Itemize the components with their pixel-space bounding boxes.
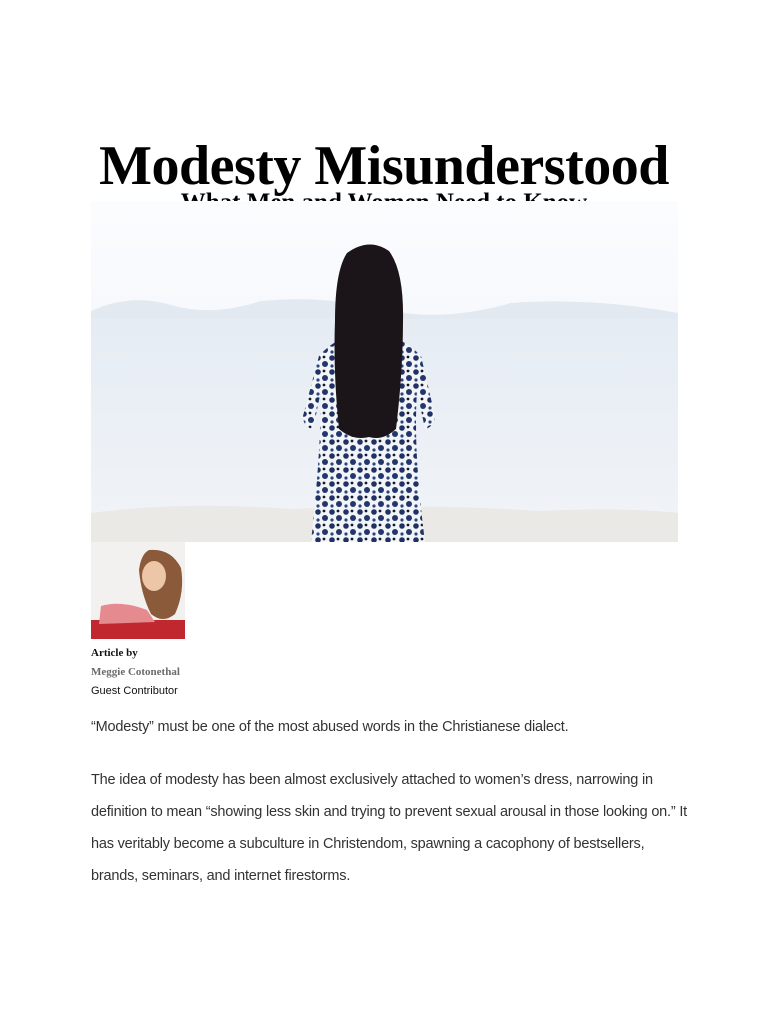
byline-label: Article by <box>91 647 138 659</box>
author-avatar <box>91 542 185 639</box>
hero-image <box>91 201 678 542</box>
article-body <box>91 714 691 892</box>
body-paragraph: “Modesty” must be one of the most abused words in the Christianese dialect. <box>91 719 569 735</box>
article-title: Modesty Misunderstood <box>99 134 669 197</box>
author-name: Meggie Cotonethal <box>91 666 180 678</box>
author-role: Guest Contributor <box>91 685 178 697</box>
byline <box>91 644 180 701</box>
body-paragraph: The idea of modesty has been almost exclusively attached to women’s dress, narrowing in definition to mean “showing less skin and trying to prevent sexual arousal in those looking on.” It has veritably become a subculture in Christendom, spawning a cacophony of bestsellers, brands, seminars, and internet firestorms. <box>91 772 687 884</box>
